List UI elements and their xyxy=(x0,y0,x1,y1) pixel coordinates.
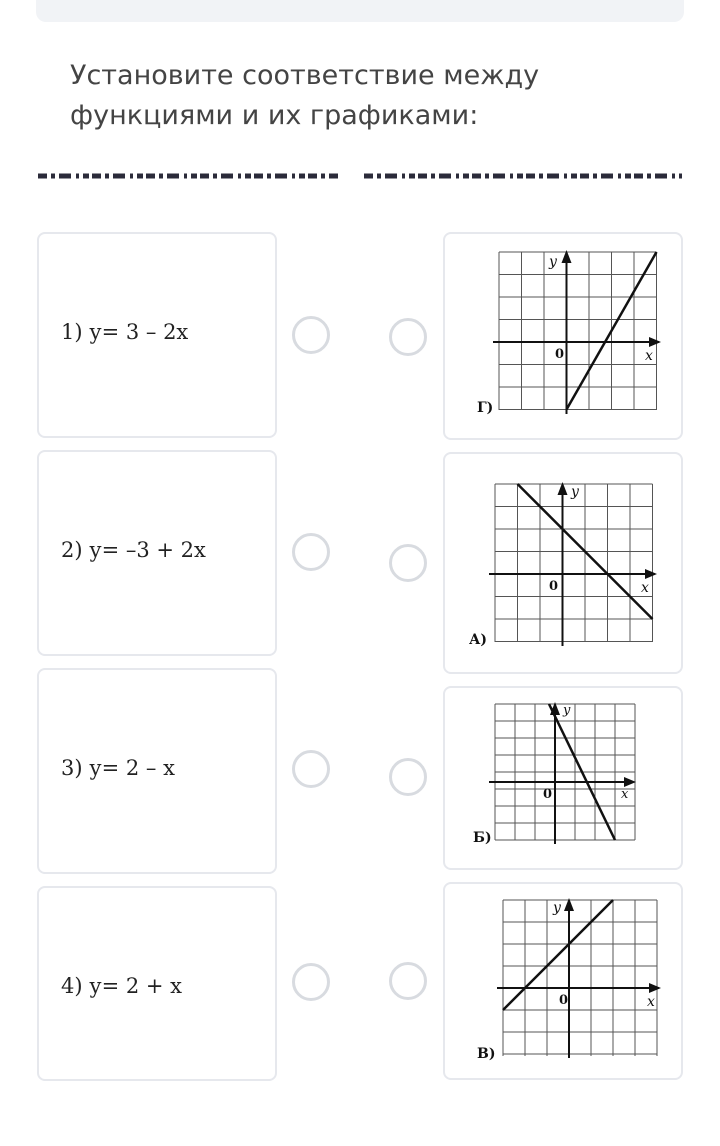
graph-card-b[interactable] xyxy=(443,686,683,870)
graph-a xyxy=(465,480,665,650)
x-axis-label: x xyxy=(647,994,655,1010)
x-axis-arrow xyxy=(649,337,661,347)
question-line-1: Установите соответствие между xyxy=(70,60,540,91)
graph-g xyxy=(473,248,673,418)
graph-letter: Г) xyxy=(477,400,494,416)
x-axis-arrow xyxy=(624,777,636,787)
graph-letter: Б) xyxy=(473,830,492,846)
question-line-2: функциями и их графиками: xyxy=(70,100,479,131)
x-axis-arrow xyxy=(649,983,661,993)
origin-label: 0 xyxy=(559,993,569,1008)
function-card-4[interactable] xyxy=(37,886,277,1081)
left-match-radio-1[interactable] xyxy=(292,316,330,354)
function-label: 2) у= –3 + 2х xyxy=(61,538,206,562)
function-card-3[interactable] xyxy=(37,668,277,874)
left-match-radio-2[interactable] xyxy=(292,533,330,571)
x-axis-label: x xyxy=(645,348,653,364)
function-label: 3) у= 2 – х xyxy=(61,756,175,780)
left-match-radio-4[interactable] xyxy=(292,963,330,1001)
x-axis-label: x xyxy=(641,580,649,596)
graph-b xyxy=(473,700,673,860)
function-line xyxy=(503,900,613,1010)
graph-card-a[interactable] xyxy=(443,452,683,674)
origin-label: 0 xyxy=(549,579,559,594)
x-axis-label: x xyxy=(621,787,629,802)
left-match-radio-3[interactable] xyxy=(292,750,330,788)
grid xyxy=(499,252,657,410)
right-match-radio-2[interactable] xyxy=(389,544,427,582)
y-axis-label: y xyxy=(553,900,561,916)
function-card-1[interactable] xyxy=(37,232,277,438)
y-axis-label: y xyxy=(549,254,557,270)
y-axis-label: y xyxy=(571,484,579,500)
grid xyxy=(495,704,635,840)
right-match-radio-1[interactable] xyxy=(389,318,427,356)
previous-question-card xyxy=(36,0,684,22)
grid xyxy=(503,900,657,1056)
function-card-2[interactable] xyxy=(37,450,277,656)
function-label: 4) у= 2 + х xyxy=(61,974,183,998)
origin-label: 0 xyxy=(555,347,565,362)
scanned-dashed-separator xyxy=(38,171,682,181)
graph-v xyxy=(471,896,671,1061)
grid xyxy=(495,484,653,642)
origin-label: 0 xyxy=(543,787,553,802)
y-axis-label: y xyxy=(563,703,571,718)
x-axis-arrow xyxy=(645,569,657,579)
graph-letter: В) xyxy=(477,1046,496,1061)
graph-card-g[interactable] xyxy=(443,232,683,440)
function-label: 1) у= 3 – 2х xyxy=(61,320,189,344)
graph-letter: А) xyxy=(469,632,488,648)
graph-card-v[interactable] xyxy=(443,882,683,1080)
right-match-radio-3[interactable] xyxy=(389,758,427,796)
question-text xyxy=(70,56,630,136)
right-match-radio-4[interactable] xyxy=(389,962,427,1000)
